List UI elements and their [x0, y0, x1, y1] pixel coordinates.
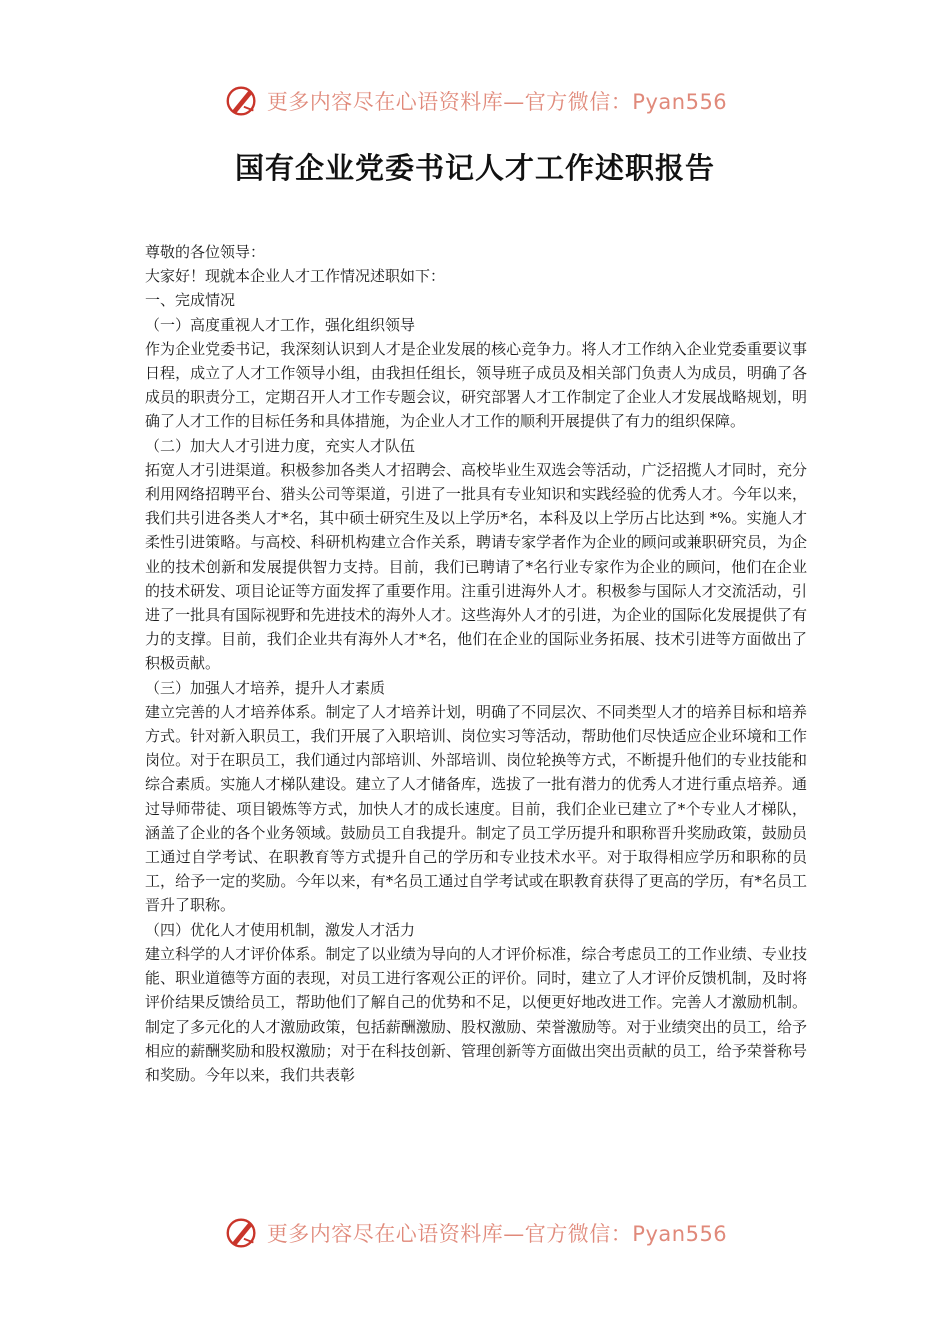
subsection-heading: （四）优化人才使用机制，激发人才活力	[145, 920, 416, 939]
subsection-heading: （二）加大人才引进力度，充实人才队伍	[145, 436, 416, 455]
body-paragraph: 建立科学的人才评价体系。制定了以业绩为导向的人才评价标准，综合考虑员工的工作业绩、专业技能、职业道德等方面的表现，对员工进行客观公正的评价。同时，建立了人才评价反馈机制，及时将评价结果反馈给员工，帮助他们了解自己的优势和不足，以便更好地改进工作。完善人才激励机制。制定了多元化的人才激励政策，包括薪酬激励、股权激励、荣誉激励等。对于业绩突出的员工，给予相应的薪酬奖励和股权激励；对于在科技创新、管理创新等方面做出突出贡献的员工，给予荣誉称号和奖励。今年以来，我们共表彰	[145, 944, 807, 1084]
subsection-heading: （三）加强人才培养，提升人才素质	[145, 678, 386, 697]
body-paragraph: 建立完善的人才培养体系。制定了人才培养计划，明确了不同层次、不同类型人才的培养目标和培养方式。针对新入职员工，我们开展了入职培训、岗位实习等活动，帮助他们尽快适应企业环境和工作岗位。对于在职员工，我们通过内部培训、外部培训、岗位轮换等方式，不断提升他们的专业技能和综合素质。实施人才梯队建设。建立了人才储备库，选拔了一批有潜力的优秀人才进行重点培养。通过导师带徒、项目锻炼等方式，加快人才的成长速度。目前，我们企业已建立了*个专业人才梯队，涵盖了企业的各个业务领域。鼓励员工自我提升。制定了员工学历提升和职称晋升奖励政策，鼓励员工通过自学考试、在职教育等方式提升自己的学历和专业技术水平。对于取得相应学历和职称的员工，给予一定的奖励。今年以来，有*名员工通过自学考试或在职教育获得了更高的学历，有*名员工晋升了职称。	[145, 702, 807, 915]
header-banner-text: 更多内容尽在心语资料库—官方微信：Pyan556	[266, 90, 728, 114]
pen-circle-logo-icon	[223, 82, 261, 120]
body-paragraph: 拓宽人才引进渠道。积极参加各类人才招聘会、高校毕业生双选会等活动，广泛招揽人才同时，充分利用网络招聘平台、猎头公司等渠道，引进了一批具有专业知识和实践经验的优秀人才。今年以来，我们共引进各类人才*名，其中硕士研究生及以上学历*名，本科及以上学历占比达到 *%。实施人才柔性引进策略。与高校、科研机构建立合作关系，聘请专家学者作为企业的顾问或兼职研究员，为企业的技术创新和发展提供智力支持。目前，我们已聘请了*名行业专家作为企业的顾问，他们在企业的技术研发、项目论证等方面发挥了重要作用。注重引进海外人才。积极参与国际人才交流活动，引进了一批具有国际视野和先进技术的海外人才。这些海外人才的引进，为企业的国际化发展提供了有力的支撑。目前，我们企业共有海外人才*名，他们在企业的国际业务拓展、技术引进等方面做出了积极贡献。	[145, 460, 807, 673]
document-title: 国有企业党委书记人才工作述职报告	[234, 151, 715, 185]
pen-circle-logo-icon	[223, 1214, 261, 1252]
salutation: 尊敬的各位领导：	[145, 243, 266, 261]
header-banner	[0, 78, 950, 124]
footer-banner-text: 更多内容尽在心语资料库—官方微信：Pyan556	[266, 1222, 728, 1246]
greeting: 大家好！现就本企业人才工作情况述职如下：	[145, 267, 446, 286]
section-heading: 一、完成情况	[145, 291, 236, 310]
body-paragraph: 作为企业党委书记，我深刻认识到人才是企业发展的核心竞争力。将人才工作纳入企业党委重要议事日程，成立了人才工作领导小组，由我担任组长，领导班子成员及相关部门负责人为成员，明确了各成员的职责分工，定期召开人才工作专题会议，研究部署人才工作制定了企业人才发展战略规划，明确了人才工作的目标任务和具体措施，为企业人才工作的顺利开展提供了有力的组织保障。	[145, 339, 807, 431]
document-body	[145, 240, 807, 1087]
footer-banner	[0, 1210, 950, 1256]
subsection-heading: （一）高度重视人才工作，强化组织领导	[145, 315, 416, 334]
